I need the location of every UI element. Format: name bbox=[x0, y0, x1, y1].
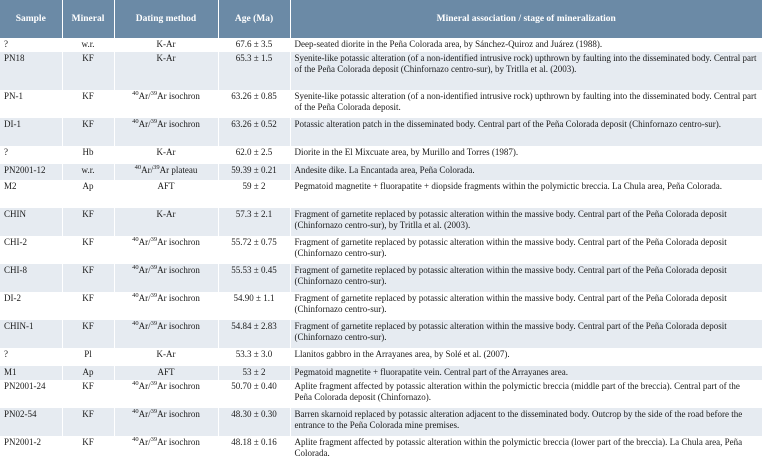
cell-sample: PN2001-12 bbox=[0, 164, 62, 180]
table-row bbox=[0, 236, 762, 264]
isotope-39-superscript: 39 bbox=[150, 380, 158, 387]
cell-sample: CHI-2 bbox=[0, 236, 62, 264]
method-rest-text: Ar isochron bbox=[157, 237, 200, 247]
header-age: Age (Ma) bbox=[218, 0, 290, 38]
cell-sample: ? bbox=[0, 348, 62, 366]
table-row bbox=[0, 264, 762, 292]
cell-age: 53.3 ± 3.0 bbox=[218, 348, 290, 366]
cell-mineral-association: Fragment of garnetite replaced by potassic alteration within the massive body. Central part of the Peña Colorada deposit (Chinfornazo centro-sur). bbox=[290, 320, 762, 348]
cell-mineral: Ap bbox=[62, 180, 114, 208]
isotope-39-superscript: 39 bbox=[150, 320, 158, 327]
cell-mineral-association: Pegmatoid magnetite + fluorapatite + diopside fragments within the polymictic breccia. La Chula area, Peña Colorada. bbox=[290, 180, 762, 208]
method-rest-text: Ar isochron bbox=[157, 381, 200, 391]
isotope-39-superscript: 39 bbox=[153, 164, 160, 171]
cell-mineral-association: Potassic alteration patch in the disseminated body. Central part of the Peña Colorada deposit (Chinfornazo centro-sur). bbox=[290, 118, 762, 146]
header-dating-method: Dating method bbox=[114, 0, 218, 38]
cell-mineral-association: Fragment of garnetite replaced by potassic alteration within the massive body. Central part of the Peña Colorada deposit (Chinfornazo centro-sur). bbox=[290, 236, 762, 264]
method-ar-text: Ar/ bbox=[141, 165, 154, 175]
cell-sample: PN2001-24 bbox=[0, 380, 62, 408]
cell-mineral: w.r. bbox=[62, 164, 114, 180]
method-rest-text: Ar isochron bbox=[157, 91, 200, 101]
cell-mineral: KF bbox=[62, 292, 114, 320]
table-row bbox=[0, 366, 762, 380]
cell-mineral: Pl bbox=[62, 348, 114, 366]
header-row bbox=[0, 0, 762, 38]
table-body bbox=[0, 38, 762, 464]
cell-sample: PN02-54 bbox=[0, 408, 62, 436]
isotope-39-superscript: 39 bbox=[150, 292, 158, 299]
cell-mineral: KF bbox=[62, 320, 114, 348]
isotope-39-superscript: 39 bbox=[150, 264, 158, 271]
cell-sample: CHIN-1 bbox=[0, 320, 62, 348]
cell-dating-method: K-Ar bbox=[114, 52, 218, 90]
table-row bbox=[0, 118, 762, 146]
method-ar-text: Ar/ bbox=[138, 321, 151, 331]
cell-age: 67.6 ± 3.5 bbox=[218, 38, 290, 52]
cell-dating-method: K-Ar bbox=[114, 348, 218, 366]
cell-age: 59.39 ± 0.21 bbox=[218, 164, 290, 180]
method-rest-text: Ar isochron bbox=[157, 321, 200, 331]
table-row bbox=[0, 380, 762, 408]
table-row bbox=[0, 348, 762, 366]
cell-age: 48.30 ± 0.30 bbox=[218, 408, 290, 436]
isotope-39-superscript: 39 bbox=[150, 90, 158, 97]
method-rest-text: Ar plateau bbox=[159, 165, 198, 175]
isotope-39-superscript: 39 bbox=[150, 408, 158, 415]
table-row bbox=[0, 90, 762, 118]
isotope-39-superscript: 39 bbox=[150, 436, 158, 443]
header-mineral: Mineral bbox=[62, 0, 114, 38]
isotope-40-superscript: 40 bbox=[132, 118, 139, 125]
method-ar-text: Ar/ bbox=[138, 381, 151, 391]
cell-sample: DI-1 bbox=[0, 118, 62, 146]
cell-dating-method bbox=[114, 292, 218, 320]
cell-mineral-association: Fragment of garnetite replaced by potassic alteration within the massive body. Central part of the Peña Colorada deposit (Chinfornazo centro-sur), by Tritlla et al. (2003). bbox=[290, 208, 762, 236]
cell-dating-method bbox=[114, 236, 218, 264]
cell-sample: CHIN bbox=[0, 208, 62, 236]
cell-mineral: Ap bbox=[62, 366, 114, 380]
cell-mineral: KF bbox=[62, 436, 114, 464]
cell-mineral-association: Syenite-like potassic alteration (of a non-identified intrusive rock) upthrown by faulting into the disseminated body. Central part of the Peña Colorada deposit (Chinfornazo centro-sur), by Tritlla et al. (2003). bbox=[290, 52, 762, 90]
cell-age: 48.18 ± 0.16 bbox=[218, 436, 290, 464]
isotope-40-superscript: 40 bbox=[132, 408, 139, 415]
cell-mineral-association: Deep-seated diorite in the Peña Colorada area, by Sánchez-Quiroz and Juárez (1988). bbox=[290, 38, 762, 52]
method-ar-text: Ar/ bbox=[138, 119, 151, 129]
cell-age: 57.3 ± 2.1 bbox=[218, 208, 290, 236]
cell-mineral: KF bbox=[62, 208, 114, 236]
cell-dating-method bbox=[114, 380, 218, 408]
table-row bbox=[0, 436, 762, 464]
cell-sample: PN18 bbox=[0, 52, 62, 90]
cell-mineral: KF bbox=[62, 52, 114, 90]
header-sample: Sample bbox=[0, 0, 62, 38]
cell-age: 59 ± 2 bbox=[218, 180, 290, 208]
table-row bbox=[0, 320, 762, 348]
cell-mineral-association: Fragment of garnetite replaced by potassic alteration within the massive body. Central part of the Peña Colorada deposit (Chinfornazo centro-sur). bbox=[290, 292, 762, 320]
method-rest-text: Ar isochron bbox=[157, 265, 200, 275]
table-row bbox=[0, 292, 762, 320]
cell-dating-method bbox=[114, 408, 218, 436]
cell-age: 63.26 ± 0.52 bbox=[218, 118, 290, 146]
method-ar-text: Ar/ bbox=[138, 265, 151, 275]
table-row bbox=[0, 180, 762, 208]
cell-dating-method bbox=[114, 90, 218, 118]
isotope-40-superscript: 40 bbox=[132, 436, 139, 443]
cell-dating-method bbox=[114, 118, 218, 146]
table-row bbox=[0, 52, 762, 90]
header-mineral-association: Mineral association / stage of mineralization bbox=[290, 0, 762, 38]
cell-age: 55.53 ± 0.45 bbox=[218, 264, 290, 292]
cell-age: 55.72 ± 0.75 bbox=[218, 236, 290, 264]
cell-dating-method: K-Ar bbox=[114, 208, 218, 236]
cell-mineral-association: Llanitos gabbro in the Arrayanes area, by Solé et al. (2007). bbox=[290, 348, 762, 366]
table-row bbox=[0, 408, 762, 436]
cell-sample: M2 bbox=[0, 180, 62, 208]
isotope-40-superscript: 40 bbox=[132, 90, 139, 97]
cell-sample: ? bbox=[0, 38, 62, 52]
cell-age: 54.84 ± 2.83 bbox=[218, 320, 290, 348]
isotope-40-superscript: 40 bbox=[132, 236, 139, 243]
cell-dating-method: K-Ar bbox=[114, 38, 218, 52]
method-rest-text: Ar isochron bbox=[157, 409, 200, 419]
cell-age: 54.90 ± 1.1 bbox=[218, 292, 290, 320]
method-ar-text: Ar/ bbox=[138, 293, 151, 303]
cell-dating-method: K-Ar bbox=[114, 146, 218, 164]
cell-mineral-association: Syenite-like potassic alteration (of a non-identified intrusive rock) upthrown by faulting into the disseminated body. Central part of the Peña Colorada deposit. bbox=[290, 90, 762, 118]
cell-dating-method bbox=[114, 320, 218, 348]
cell-mineral-association: Fragment of garnetite replaced by potassic alteration within the massive body. Central part of the Peña Colorada deposit (Chinfornazo centro-sur). bbox=[290, 264, 762, 292]
table-row bbox=[0, 146, 762, 164]
isotope-40-superscript: 40 bbox=[132, 292, 139, 299]
cell-mineral: w.r. bbox=[62, 38, 114, 52]
isotope-40-superscript: 40 bbox=[132, 264, 139, 271]
cell-dating-method: AFT bbox=[114, 366, 218, 380]
method-rest-text: Ar isochron bbox=[157, 293, 200, 303]
cell-mineral-association: Barren skarnoid replaced by potassic alteration adjacent to the disseminated body. Outcrop by the side of the road before the entrance to the Peña Colorada mine premises. bbox=[290, 408, 762, 436]
isotope-40-superscript: 40 bbox=[132, 380, 139, 387]
table-row bbox=[0, 164, 762, 180]
isotope-40-superscript: 40 bbox=[134, 164, 142, 171]
cell-dating-method: AFT bbox=[114, 180, 218, 208]
method-ar-text: Ar/ bbox=[138, 237, 151, 247]
cell-sample: PN-1 bbox=[0, 90, 62, 118]
cell-sample: ? bbox=[0, 146, 62, 164]
isotope-39-superscript: 39 bbox=[150, 118, 158, 125]
cell-sample: DI-2 bbox=[0, 292, 62, 320]
cell-mineral-association: Pegmatoid magnetite + fluorapatite vein. Central part of the Arrayanes area. bbox=[290, 366, 762, 380]
isotope-39-superscript: 39 bbox=[150, 236, 158, 243]
cell-sample: CHI-8 bbox=[0, 264, 62, 292]
table-row bbox=[0, 38, 762, 52]
cell-mineral-association: Andesite dike. La Encantada area, Peña Colorada. bbox=[290, 164, 762, 180]
cell-age: 62.0 ± 2.5 bbox=[218, 146, 290, 164]
table-row bbox=[0, 208, 762, 236]
cell-mineral: KF bbox=[62, 264, 114, 292]
cell-mineral: KF bbox=[62, 236, 114, 264]
method-ar-text: Ar/ bbox=[138, 437, 151, 447]
cell-age: 63.26 ± 0.85 bbox=[218, 90, 290, 118]
method-ar-text: Ar/ bbox=[138, 91, 151, 101]
cell-age: 50.70 ± 0.40 bbox=[218, 380, 290, 408]
cell-dating-method bbox=[114, 164, 218, 180]
method-ar-text: Ar/ bbox=[138, 409, 151, 419]
cell-mineral: KF bbox=[62, 118, 114, 146]
cell-mineral-association: Aplite fragment affected by potassic alteration within the polymictic breccia (middle part of the breccia). Central part of the Peña Colorada deposit (Chinfornazo). bbox=[290, 380, 762, 408]
cell-mineral: KF bbox=[62, 380, 114, 408]
cell-mineral: KF bbox=[62, 408, 114, 436]
method-rest-text: Ar isochron bbox=[157, 119, 200, 129]
cell-mineral-association: Diorite in the El Mixcuate area, by Murillo and Torres (1987). bbox=[290, 146, 762, 164]
isotope-40-superscript: 40 bbox=[132, 320, 139, 327]
cell-mineral: KF bbox=[62, 90, 114, 118]
cell-age: 53 ± 2 bbox=[218, 366, 290, 380]
cell-sample: PN2001-2 bbox=[0, 436, 62, 464]
cell-mineral: Hb bbox=[62, 146, 114, 164]
cell-dating-method bbox=[114, 436, 218, 464]
cell-sample: M1 bbox=[0, 366, 62, 380]
method-rest-text: Ar isochron bbox=[157, 437, 200, 447]
cell-dating-method bbox=[114, 264, 218, 292]
cell-age: 65.3 ± 1.5 bbox=[218, 52, 290, 90]
cell-mineral-association: Aplite fragment affected by potassic alteration within the polymictic breccia (lower part of the breccia). La Chula area, Peña Colorada. bbox=[290, 436, 762, 464]
